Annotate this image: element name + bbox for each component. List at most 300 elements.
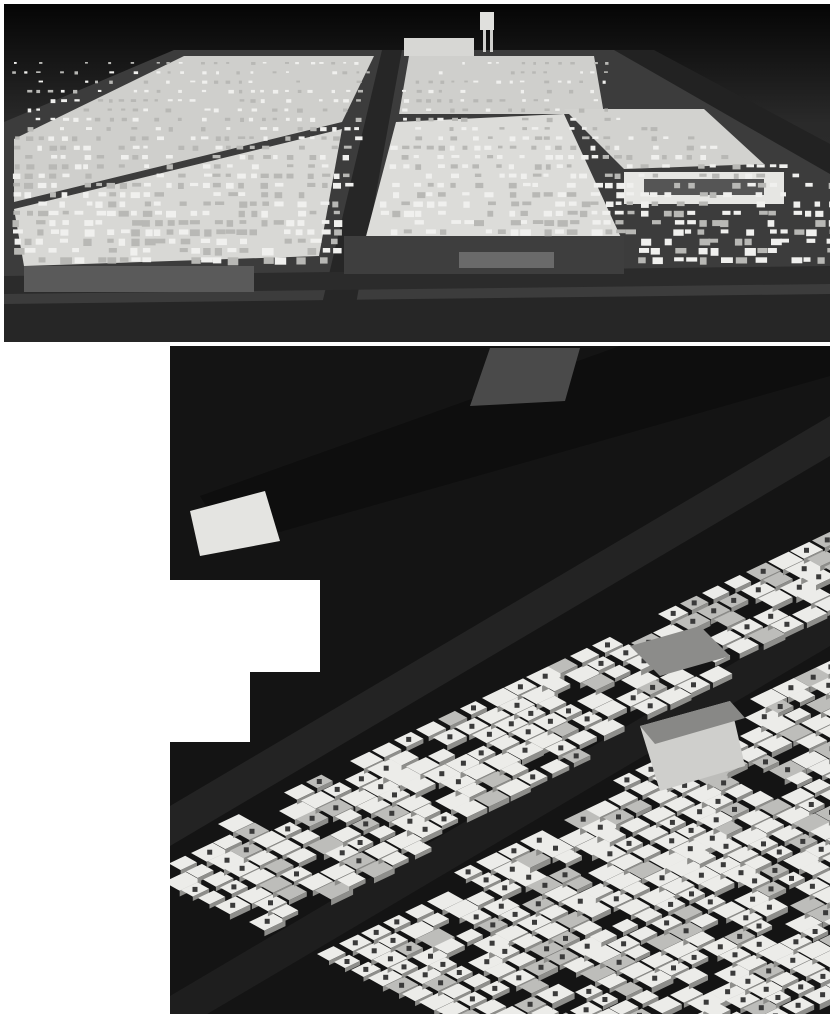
house-block	[122, 118, 127, 121]
house-block	[545, 127, 550, 130]
house-block	[592, 211, 598, 215]
house-block	[298, 127, 303, 131]
house-block	[415, 136, 422, 140]
house-block	[226, 229, 235, 233]
courtyard	[692, 955, 697, 960]
courtyard	[461, 761, 466, 766]
house-block	[815, 220, 825, 227]
house-block	[213, 174, 221, 177]
courtyard	[689, 891, 694, 896]
house-block	[72, 136, 77, 141]
house-block	[308, 164, 315, 167]
house-block	[343, 155, 349, 160]
house-block	[166, 155, 173, 159]
house-block	[157, 90, 161, 93]
courtyard	[757, 942, 762, 947]
house-block	[567, 81, 571, 84]
house-block	[579, 109, 585, 113]
courtyard	[737, 934, 742, 939]
house-block	[581, 155, 588, 160]
house-block	[14, 146, 20, 150]
courtyard	[466, 869, 471, 874]
house-block	[392, 211, 400, 217]
courtyard	[469, 724, 474, 729]
courtyard	[823, 910, 828, 915]
house-block	[333, 248, 342, 253]
house-block	[591, 192, 600, 196]
house-block	[403, 118, 407, 121]
courtyard	[607, 851, 612, 856]
house-block	[84, 109, 90, 112]
house-block	[615, 174, 621, 179]
house-block	[544, 136, 550, 139]
house-block	[794, 202, 801, 208]
house-block	[62, 174, 69, 178]
house-block	[415, 220, 424, 224]
house-block	[509, 183, 517, 189]
house-block	[543, 71, 547, 73]
house-block	[404, 229, 412, 233]
house-block	[438, 136, 443, 140]
house-block	[334, 99, 339, 102]
courtyard	[515, 703, 520, 708]
house-block	[546, 155, 554, 160]
house-block	[311, 239, 322, 243]
courtyard	[511, 848, 516, 853]
courtyard	[479, 750, 484, 755]
house-block	[756, 257, 768, 263]
courtyard	[268, 900, 273, 905]
house-block	[675, 155, 682, 159]
house-block	[721, 155, 728, 159]
courtyard	[819, 847, 824, 852]
house-block	[484, 192, 493, 197]
house-block	[226, 81, 231, 84]
courtyard	[711, 608, 716, 613]
house-block	[296, 81, 300, 83]
house-block	[700, 192, 708, 196]
house-block	[416, 118, 421, 122]
courtyard	[766, 968, 771, 973]
house-block	[213, 183, 221, 187]
house-block	[272, 109, 277, 112]
house-block	[806, 229, 817, 236]
courtyard	[788, 685, 793, 690]
courtyard	[802, 566, 807, 571]
house-block	[191, 248, 200, 254]
house-block	[570, 118, 576, 121]
house-block	[652, 202, 659, 207]
house-block	[286, 99, 291, 103]
house-block	[688, 136, 694, 139]
house-block	[332, 127, 336, 132]
house-block	[381, 211, 389, 215]
house-block	[462, 192, 469, 195]
house-block	[50, 192, 56, 197]
house-block	[120, 183, 127, 189]
house-block	[426, 109, 431, 111]
house-block	[568, 155, 574, 159]
house-block	[322, 220, 330, 224]
house-block	[226, 183, 234, 189]
house-block	[180, 202, 187, 206]
courtyard	[345, 959, 350, 964]
house-block	[509, 211, 515, 217]
house-block	[616, 202, 622, 206]
house-block	[83, 192, 89, 198]
house-block	[487, 99, 493, 102]
house-block	[626, 192, 634, 195]
house-block	[238, 136, 245, 139]
house-block	[37, 146, 42, 151]
courtyard	[721, 862, 726, 867]
house-block	[605, 146, 610, 150]
house-block	[240, 220, 247, 224]
house-block	[662, 164, 670, 167]
house-block	[166, 211, 176, 218]
courtyard	[637, 1013, 642, 1014]
courtyard	[394, 919, 399, 924]
courtyard	[598, 825, 603, 830]
courtyard	[499, 904, 504, 909]
courtyard	[510, 867, 515, 872]
house-block	[544, 99, 549, 101]
house-block	[107, 127, 111, 131]
house-block	[36, 90, 40, 93]
house-block	[391, 229, 398, 235]
house-block	[768, 220, 775, 227]
house-block	[98, 90, 102, 92]
house-block	[39, 81, 43, 83]
house-block	[133, 109, 138, 112]
house-block	[815, 211, 823, 217]
house-block	[107, 229, 114, 235]
house-block	[415, 127, 421, 130]
house-block	[250, 146, 255, 149]
house-block	[119, 211, 129, 217]
house-block	[275, 192, 283, 198]
house-block	[334, 229, 342, 235]
house-block	[555, 146, 562, 150]
house-block	[36, 239, 43, 245]
courtyard	[739, 870, 744, 875]
bottom-oblique-model-photo	[170, 346, 830, 1014]
courtyard	[652, 976, 657, 981]
house-block	[450, 109, 454, 113]
house-block	[36, 71, 41, 73]
house-block	[380, 202, 387, 208]
courtyard	[560, 954, 565, 959]
house-block	[604, 71, 608, 73]
house-block	[404, 211, 414, 217]
courtyard	[406, 737, 411, 742]
courtyard	[558, 745, 563, 750]
house-block	[190, 81, 195, 83]
house-block	[216, 229, 225, 234]
house-block	[462, 62, 465, 65]
courtyard	[730, 971, 735, 976]
house-block	[202, 118, 207, 122]
house-block	[533, 220, 543, 224]
house-block	[36, 109, 40, 111]
house-block	[83, 164, 88, 169]
house-block	[143, 146, 147, 149]
house-block	[544, 192, 553, 196]
courtyard	[762, 714, 767, 719]
courtyard	[716, 799, 721, 804]
house-block	[156, 127, 161, 130]
house-block	[687, 211, 695, 215]
house-block	[145, 239, 156, 246]
house-block	[75, 257, 85, 263]
house-block	[36, 220, 45, 224]
house-block	[60, 257, 72, 264]
house-block	[366, 71, 370, 73]
house-block	[49, 174, 56, 179]
house-block	[438, 211, 446, 215]
house-block	[770, 164, 776, 167]
house-block	[639, 248, 649, 253]
house-block	[156, 71, 160, 73]
house-block	[298, 220, 305, 226]
house-block	[429, 118, 434, 122]
house-block	[49, 248, 57, 253]
house-block	[299, 146, 305, 150]
courtyard	[828, 664, 830, 669]
courtyard	[399, 983, 404, 988]
house-block	[285, 239, 292, 244]
courtyard	[585, 716, 590, 721]
house-block	[310, 118, 315, 122]
house-block	[626, 155, 632, 160]
house-block	[226, 127, 230, 130]
house-block	[486, 229, 492, 233]
house-block	[120, 202, 126, 208]
house-block	[263, 62, 267, 64]
house-block	[109, 192, 116, 196]
house-block	[14, 62, 17, 64]
house-block	[342, 71, 347, 74]
house-block	[155, 99, 158, 101]
house-block	[463, 202, 469, 208]
house-block	[555, 155, 563, 160]
house-block	[452, 118, 458, 121]
house-block	[594, 99, 598, 101]
house-block	[461, 118, 468, 122]
house-block	[556, 136, 563, 139]
house-block	[673, 229, 683, 235]
house-block	[99, 192, 107, 196]
house-block	[332, 202, 338, 208]
house-block	[38, 183, 47, 188]
house-block	[571, 174, 577, 179]
house-block	[580, 71, 583, 73]
courtyard	[813, 929, 818, 934]
house-block	[616, 118, 620, 120]
house-block	[604, 220, 611, 225]
courtyard	[439, 771, 444, 776]
courtyard	[664, 920, 669, 925]
house-block	[521, 71, 525, 73]
house-block	[429, 81, 433, 84]
courtyard	[790, 958, 795, 963]
courtyard	[294, 871, 299, 876]
courtyard	[704, 1000, 709, 1005]
house-block	[134, 90, 137, 93]
courtyard	[820, 992, 825, 997]
house-block	[261, 211, 268, 218]
house-block	[285, 90, 289, 92]
house-block	[555, 202, 565, 207]
house-block	[488, 202, 496, 206]
house-block	[440, 229, 446, 234]
house-block	[239, 90, 242, 94]
house-block	[522, 62, 525, 64]
house-block	[228, 90, 234, 94]
house-block	[500, 174, 505, 178]
house-block	[157, 62, 160, 64]
house-block	[261, 183, 269, 189]
house-block	[417, 192, 425, 198]
house-block	[190, 183, 198, 186]
house-block	[215, 202, 224, 206]
house-block	[334, 220, 342, 227]
house-block	[651, 127, 658, 131]
house-block	[510, 146, 517, 149]
house-block	[508, 109, 512, 112]
house-block	[393, 192, 399, 198]
house-block	[107, 257, 116, 263]
house-block	[13, 211, 20, 215]
house-block	[323, 248, 330, 253]
house-block	[402, 90, 406, 92]
courtyard	[804, 548, 809, 553]
courtyard	[586, 989, 591, 994]
house-block	[460, 90, 465, 93]
courtyard	[627, 841, 632, 846]
courtyard	[356, 858, 361, 863]
house-block	[251, 174, 257, 179]
house-block	[205, 109, 211, 111]
house-block	[640, 192, 649, 196]
house-block	[119, 146, 125, 150]
house-block	[426, 99, 431, 103]
house-block	[108, 202, 116, 208]
house-block	[319, 99, 323, 101]
courtyard	[800, 839, 805, 844]
house-block	[236, 229, 247, 235]
house-block	[38, 211, 48, 216]
house-block	[62, 136, 68, 141]
courtyard	[605, 642, 610, 647]
house-block	[131, 239, 139, 247]
courtyard	[402, 964, 407, 969]
house-block	[686, 257, 697, 261]
courtyard	[335, 787, 340, 792]
house-block	[154, 202, 161, 206]
house-block	[662, 155, 667, 159]
house-block	[155, 220, 163, 226]
house-block	[532, 71, 536, 73]
courtyard	[745, 624, 750, 629]
courtyard	[721, 780, 726, 785]
courtyard	[440, 962, 445, 967]
house-block	[119, 164, 125, 167]
courtyard	[599, 661, 604, 666]
house-block	[146, 229, 153, 236]
house-block	[109, 248, 117, 253]
house-block	[651, 248, 660, 255]
house-block	[250, 229, 258, 235]
house-block	[27, 90, 32, 93]
house-block	[320, 155, 326, 160]
house-block	[451, 174, 459, 179]
house-block	[213, 257, 221, 263]
house-block	[746, 164, 754, 167]
house-block	[274, 220, 284, 225]
house-block	[320, 127, 327, 131]
house-block	[61, 99, 67, 102]
house-block	[770, 183, 777, 187]
house-block	[225, 136, 230, 141]
house-block	[201, 136, 208, 139]
house-block	[532, 183, 538, 187]
house-block	[414, 183, 421, 187]
courtyard	[660, 875, 665, 880]
house-block	[558, 81, 562, 83]
house-block	[546, 164, 551, 169]
courtyard	[389, 811, 394, 816]
courtyard	[810, 884, 815, 889]
house-block	[417, 90, 422, 93]
house-block	[756, 174, 765, 178]
house-block	[356, 99, 361, 101]
house-block	[121, 109, 125, 111]
house-block	[119, 99, 124, 102]
house-block	[521, 109, 525, 113]
house-block	[108, 62, 111, 64]
house-block	[390, 164, 397, 169]
house-block	[169, 239, 175, 244]
house-block	[120, 192, 125, 197]
house-block	[402, 155, 409, 160]
house-block	[732, 183, 740, 189]
house-block	[214, 109, 219, 113]
house-block	[240, 155, 246, 159]
house-block	[592, 136, 598, 139]
house-block	[72, 248, 79, 252]
house-block	[108, 109, 112, 111]
house-block	[355, 136, 362, 140]
house-block	[142, 257, 151, 262]
house-block	[296, 229, 303, 235]
house-block	[535, 164, 542, 170]
house-block	[237, 146, 244, 150]
house-block	[747, 183, 755, 187]
house-block	[299, 136, 305, 139]
house-block	[60, 127, 64, 130]
courtyard	[648, 703, 653, 708]
courtyard	[757, 924, 762, 929]
house-block	[238, 109, 242, 112]
house-block	[240, 99, 245, 101]
house-block	[522, 202, 531, 206]
courtyard	[532, 920, 537, 925]
house-block	[591, 202, 599, 205]
house-block	[59, 202, 65, 208]
house-block	[143, 109, 148, 112]
courtyard	[363, 821, 368, 826]
